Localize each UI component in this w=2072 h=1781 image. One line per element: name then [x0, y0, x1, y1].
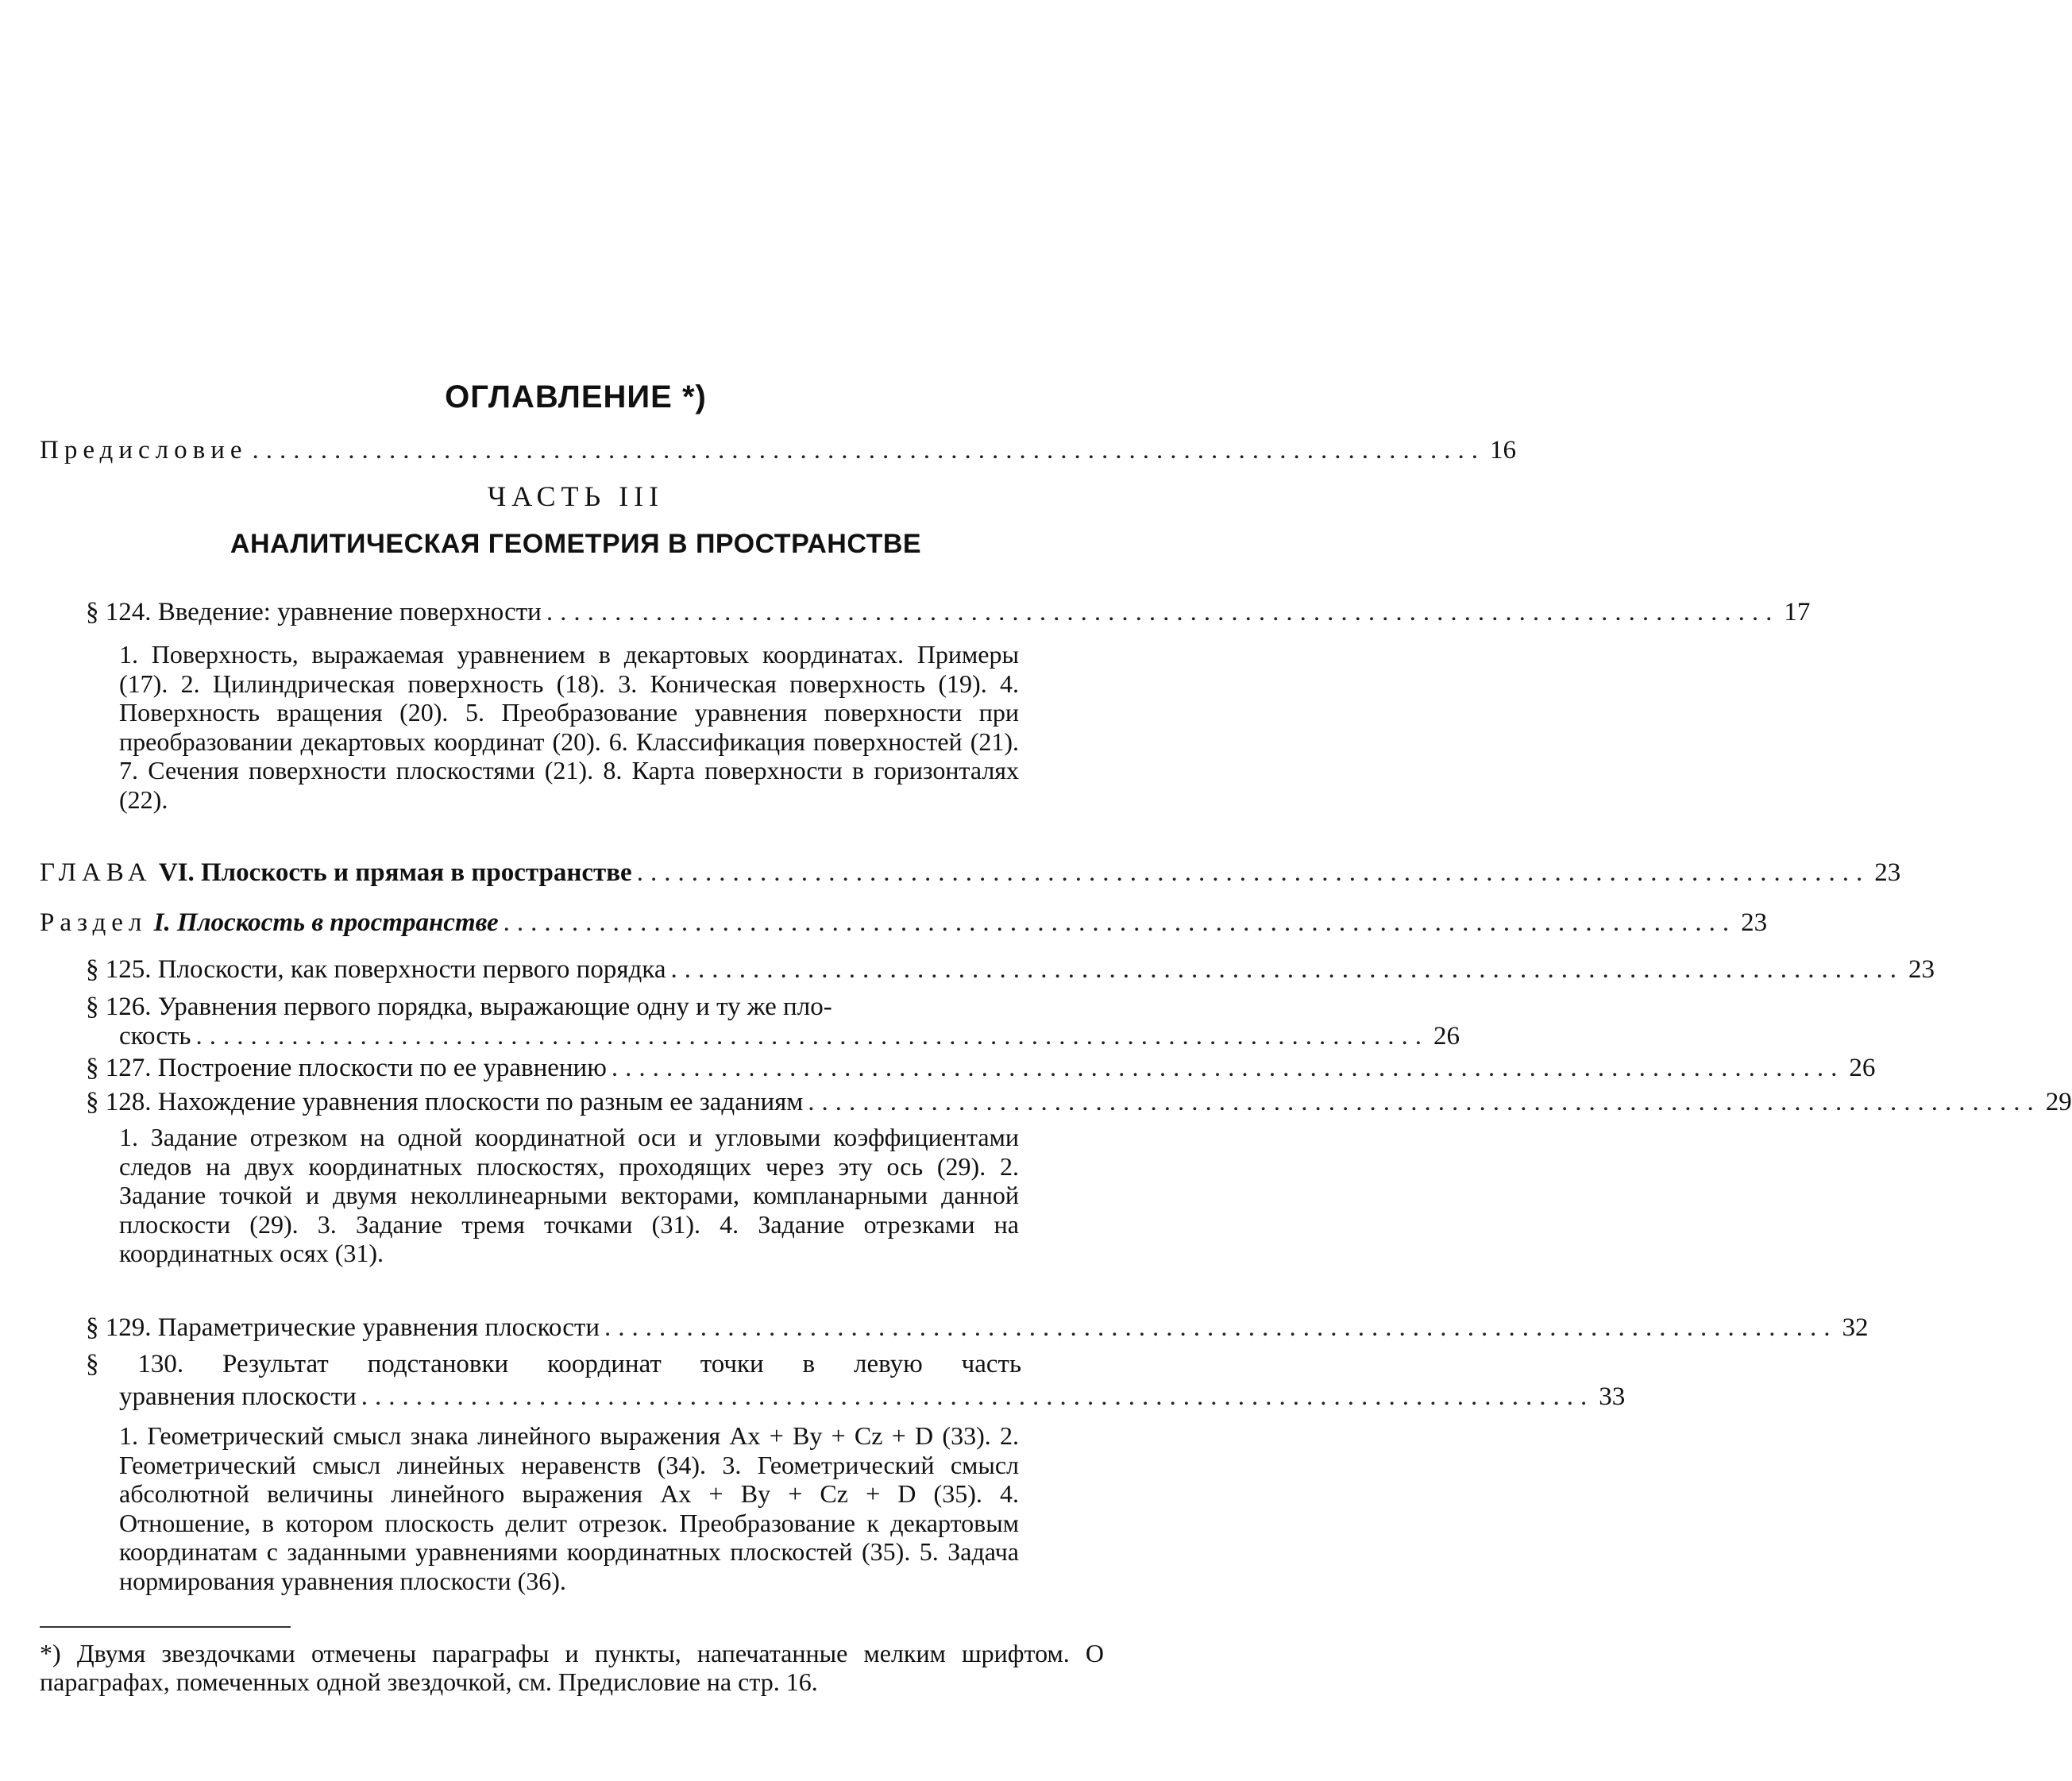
- toc-entry-page: 26: [1849, 1054, 1876, 1082]
- toc-entry-label: скость: [119, 1022, 191, 1050]
- toc-entry-s130-line1[interactable]: § 130. Результат подстановки координат точки в левую часть: [86, 1350, 1021, 1378]
- toc-entry-section-1[interactable]: [40, 908, 1768, 938]
- toc-entry-label: I. Плоскость в пространстве: [153, 908, 499, 937]
- leader-dots: ..........................................................................................: [546, 598, 1780, 626]
- toc-entry-label: Предисловие: [40, 436, 248, 465]
- leader-dots: ..........................................................................................: [611, 1054, 1845, 1082]
- toc-entry-label: § 125. Плоскости, как поверхности первого порядка: [86, 955, 666, 984]
- leader-dots: ..........................................................................................: [670, 955, 1904, 984]
- chapter-prefix: ГЛАВА: [40, 858, 152, 887]
- leader-dots: ..........................................................................................: [604, 1313, 1838, 1342]
- toc-entry-s124[interactable]: [86, 597, 1811, 627]
- section-prefix: Раздел: [40, 908, 148, 937]
- toc-entry-page: 26: [1433, 1022, 1460, 1050]
- toc-entry-page: 23: [1741, 908, 1768, 937]
- toc-entry-chapter-6[interactable]: [40, 858, 1901, 888]
- toc-entry-preface[interactable]: [40, 435, 1516, 465]
- footnote: *) Двумя звездочками отмечены параграфы и пункты, напечатанные мелким шрифтом. О параграфах, помеченных одной звездочкой, см. Предисловие на стр. 16.: [40, 1639, 1104, 1696]
- leader-dots: ..........................................................................................: [636, 858, 1870, 887]
- toc-entry-label: § 124. Введение: уравнение поверхности: [86, 598, 542, 626]
- toc-entry-s127[interactable]: [86, 1053, 1876, 1083]
- leader-dots: ..........................................................................................: [808, 1088, 2041, 1116]
- leader-dots: ..........................................................................................: [503, 908, 1737, 937]
- toc-entry-page: 17: [1784, 598, 1811, 626]
- s130-subitems: 1. Геометрический смысл знака линейного выражения Ax + By + Cz + D (33). 2. Геометрический смысл линейных неравенств (34). 3. Геометрический смысл абсолютной величины линейного выражения Ax + By + Cz + D (35). 4. Отношение, в котором плоскость делит отрезок. Преобразование к декартовым координатам с заданными уравнениями координатных плоскостей (35). 5. Задача нормирования уравнения плоскости (36).: [119, 1421, 1019, 1595]
- leader-dots: ..........................................................................................: [195, 1022, 1429, 1050]
- toc-entry-page: 16: [1490, 436, 1516, 465]
- toc-entry-page: 23: [1908, 955, 1935, 984]
- part-title: ЧАСТЬ III: [487, 480, 665, 512]
- leader-dots: ..........................................................................................: [252, 436, 1485, 465]
- toc-entry-s129[interactable]: [86, 1313, 1869, 1343]
- leader-dots: ..........................................................................................: [361, 1382, 1595, 1411]
- s124-subitems: 1. Поверхность, выражаемая уравнением в декартовых координатах. Примеры (17). 2. Цилиндрическая поверхность (18). 3. Коническая поверхность (19). 4. Поверхность вращения (20). 5. Преобразование уравнения поверхности при преобразовании декартовых координат (20). 6. Классификация поверхностей (21). 7. Сечения поверхности плоскостями (21). 8. Карта поверхности в горизонталях (22).: [119, 640, 1019, 814]
- toc-entry-page: 32: [1842, 1313, 1869, 1342]
- toc-entry-label: уравнения плоскости: [119, 1382, 357, 1411]
- page-title: ОГЛАВЛЕНИЕ *): [445, 380, 707, 414]
- part-subtitle: АНАЛИТИЧЕСКАЯ ГЕОМЕТРИЯ В ПРОСТРАНСТВЕ: [230, 529, 922, 559]
- toc-entry-page: 33: [1599, 1382, 1626, 1411]
- toc-entry-s126[interactable]: [119, 1021, 1460, 1051]
- footnote-divider: [40, 1626, 291, 1628]
- toc-entry-page: 23: [1874, 858, 1901, 887]
- toc-entry-label: § 128. Нахождение уравнения плоскости по разным ее заданиям: [86, 1088, 804, 1116]
- toc-entry-page: 29: [2045, 1088, 2072, 1116]
- toc-entry-s130[interactable]: [119, 1382, 1626, 1412]
- toc-entry-label: VI. Плоскость и прямая в пространстве: [158, 858, 632, 887]
- toc-entry-label: § 127. Построение плоскости по ее уравнению: [86, 1054, 607, 1082]
- toc-entry-label: § 129. Параметрические уравнения плоскости: [86, 1313, 600, 1342]
- toc-entry-s128[interactable]: [86, 1087, 2072, 1117]
- toc-entry-s125[interactable]: [86, 954, 1935, 985]
- toc-entry-s126-line1[interactable]: § 126. Уравнения первого порядка, выражающие одну и ту же пло-: [86, 993, 832, 1021]
- s128-subitems: 1. Задание отрезком на одной координатной оси и угловыми коэффициентами следов на двух координатных плоскостях, проходящих через эту ось (29). 2. Задание точкой и двумя неколлинеарными векторами, компланарными данной плоскости (29). 3. Задание тремя точками (31). 4. Задание отрезками на координатных осях (31).: [119, 1123, 1019, 1267]
